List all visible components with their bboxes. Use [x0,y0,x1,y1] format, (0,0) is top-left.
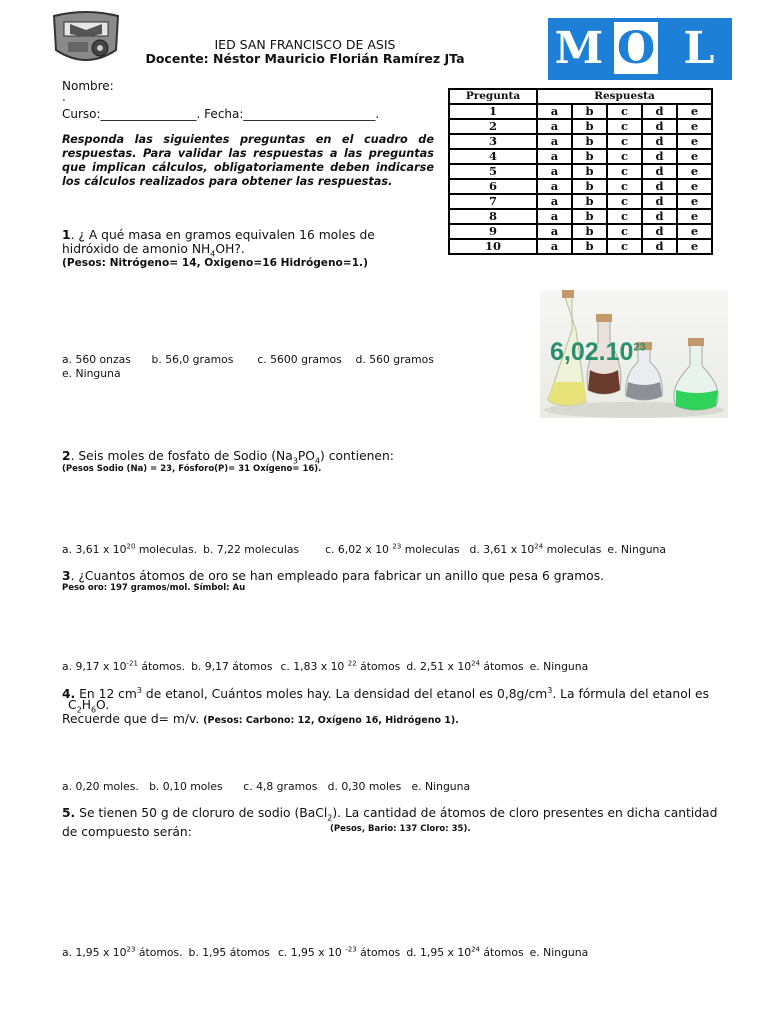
answer-row [449,149,712,164]
header-question: Pregunta [449,89,537,104]
answer-row [449,224,712,239]
question-1-option-e: e. Ninguna [62,367,121,380]
answer-option-cell[interactable]: e [677,209,712,224]
answer-option-cell[interactable]: a [537,194,572,209]
answer-option-cell[interactable]: e [677,164,712,179]
answer-option-cell[interactable]: a [537,224,572,239]
question-1-options: a. 560 onzas b. 56,0 gramos c. 5600 gramos d. 560 gramos [62,353,434,366]
answer-table [448,88,713,255]
answer-option-cell[interactable]: a [537,209,572,224]
answer-option-cell[interactable]: d [642,164,677,179]
answer-option-cell[interactable]: d [642,194,677,209]
school-crest-icon [50,10,122,68]
teacher-name: Docente: Néstor Mauricio Florián Ramírez JTa [145,51,465,66]
answer-option-cell[interactable]: c [607,134,642,149]
answer-row [449,164,712,179]
answer-option-cell[interactable]: e [677,179,712,194]
answer-option-cell[interactable]: e [677,134,712,149]
option: d. 1,95 x $10^{24}$ átomos [406,944,524,959]
question-4-formula: $C_2H_6O$. [68,698,110,715]
answer-option-cell[interactable]: b [572,164,607,179]
question-number-cell: 7 [449,194,537,209]
answer-option-cell[interactable]: d [642,149,677,164]
answer-option-cell[interactable]: b [572,149,607,164]
avogadro-number: 6,02.10$^{23}$ [550,338,646,366]
answer-option-cell[interactable]: c [607,104,642,119]
option: c. 1,83 x 10 $^{22}$ átomos [280,658,401,673]
answer-option-cell[interactable]: e [677,149,712,164]
answer-option-cell[interactable]: e [677,194,712,209]
question-2: 2. Seis moles de fosfato de Sodio $(Na_3PO_4)$ contienen: [62,449,394,466]
answer-option-cell[interactable]: e [677,104,712,119]
question-number-cell: 10 [449,239,537,254]
question-5-weights: (Pesos, Bario: 137 Cloro: 35). [330,824,471,834]
header-answer: Respuesta [537,89,712,104]
answer-option-cell[interactable]: b [572,179,607,194]
question-number-cell: 5 [449,164,537,179]
answer-option-cell[interactable]: c [607,209,642,224]
question-4-recall: Recuerde que d= m/v. (Pesos: Carbono: 12, Oxígeno 16, Hidrógeno 1). [62,712,459,726]
flasks-image [540,290,728,418]
question-number-cell: 3 [449,134,537,149]
option: c. 6,02 x 10 $^{23}$ moleculas [325,541,460,556]
answer-row [449,104,712,119]
answer-option-cell[interactable]: d [642,224,677,239]
answer-option-cell[interactable]: c [607,224,642,239]
option: a. 9,17 x $10^{-21}$ átomos. [62,658,186,673]
question-number-cell: 2 [449,119,537,134]
answer-option-cell[interactable]: b [572,194,607,209]
option: e. Ninguna [607,542,667,556]
answer-option-cell[interactable]: a [537,239,572,254]
answer-option-cell[interactable]: c [607,179,642,194]
answer-option-cell[interactable]: d [642,119,677,134]
answer-row [449,134,712,149]
course-date-line: Curso:________________. Fecha:______________________. [62,107,380,121]
name-label: Nombre: [62,79,114,93]
answer-option-cell[interactable]: b [572,239,607,254]
answer-option-cell[interactable]: c [607,164,642,179]
school-header [120,38,490,66]
answer-option-cell[interactable]: c [607,194,642,209]
question-number-cell: 1 [449,104,537,119]
option: b. 9,17 átomos [191,659,273,673]
answer-option-cell[interactable]: b [572,224,607,239]
answer-option-cell[interactable]: b [572,119,607,134]
answer-option-cell[interactable]: d [642,104,677,119]
option: a. 3,61 x $10^{20}$ moleculas. [62,541,198,556]
question-3-weights: Peso oro: 197 gramos/mol. Símbol: Au [62,583,246,593]
answer-row [449,179,712,194]
option: e. Ninguna [529,659,589,673]
name-line: . [62,90,66,104]
question-3: 3. ¿Cuantos átomos de oro se han empleado para fabricar un anillo que pesa 6 gramos. [62,569,605,583]
answer-row [449,239,712,254]
answer-row [449,194,712,209]
question-5: 5. Se tienen 50 g de cloruro de sodio (BaCl$_2$). La cantidad de átomos de cloro presentes en dicha cantidad de compuesto serán: [62,806,718,840]
answer-row [449,119,712,134]
answer-option-cell[interactable]: e [677,239,712,254]
instructions: Responda las siguientes preguntas en el cuadro de respuestas. Para validar las respuestas a las preguntas que implican cálculos, obligatoriamente deben indicarse los cálculos realizados para obtener las respuestas. [62,133,434,188]
answer-option-cell[interactable]: a [537,179,572,194]
answer-option-cell[interactable]: d [642,209,677,224]
option: c. 1,95 x 10 $^{-23}$ átomos [277,944,401,959]
option: b. 1,95 átomos [188,945,270,959]
answer-option-cell[interactable]: d [642,179,677,194]
answer-option-cell[interactable]: d [642,239,677,254]
question-2-options [62,541,674,556]
option: d. 2,51 x $10^{24}$ átomos [406,658,524,673]
question-4: 4. En 12 $cm^3$ de etanol, Cuántos moles hay. La densidad del etanol es $0,8g/cm^3$. La fórmula del etanol es [62,686,710,702]
option: b. 7,22 moleculas [203,542,300,556]
answer-option-cell[interactable]: b [572,134,607,149]
option: a. 1,95 x $10^{23}$ átomos. [62,944,183,959]
answer-option-cell[interactable]: b [572,209,607,224]
school-name: IED SAN FRANCISCO DE ASIS [214,37,396,52]
question-5-options [62,944,596,959]
answer-option-cell[interactable]: e [677,224,712,239]
answer-option-cell[interactable]: a [537,164,572,179]
answer-option-cell[interactable]: b [572,104,607,119]
question-1-weights: (Pesos: Nitrógeno= 14, Oxigeno=16 Hidrógeno=1.) [62,257,368,269]
mol-logo: M O L [548,18,732,80]
answer-option-cell[interactable]: a [537,119,572,134]
answer-option-cell[interactable]: e [677,119,712,134]
question-number-cell: 4 [449,149,537,164]
option: d. 3,61 x $10^{24}$ moleculas [469,541,602,556]
answer-option-cell[interactable]: d [642,134,677,149]
question-1: 1. ¿ A qué masa en gramos equivalen 16 moles de hidróxido de amonio $NH_4OH$?. [62,228,375,259]
question-2-weights: (Pesos Sodio (Na) = 23, Fósforo(P)= 31 Oxígeno= 16). [62,464,322,474]
answer-option-cell[interactable]: a [537,134,572,149]
answer-option-cell[interactable]: c [607,149,642,164]
question-3-options [62,658,596,673]
answer-option-cell[interactable]: c [607,239,642,254]
question-4-options: a. 0,20 moles. b. 0,10 moles c. 4,8 gramos d. 0,30 moles e. Ninguna [62,780,471,793]
option: e. Ninguna [529,945,589,959]
question-number-cell: 8 [449,209,537,224]
question-number-cell: 9 [449,224,537,239]
answer-row [449,209,712,224]
answer-option-cell[interactable]: c [607,119,642,134]
answer-option-cell[interactable]: a [537,104,572,119]
question-number-cell: 6 [449,179,537,194]
answer-option-cell[interactable]: a [537,149,572,164]
